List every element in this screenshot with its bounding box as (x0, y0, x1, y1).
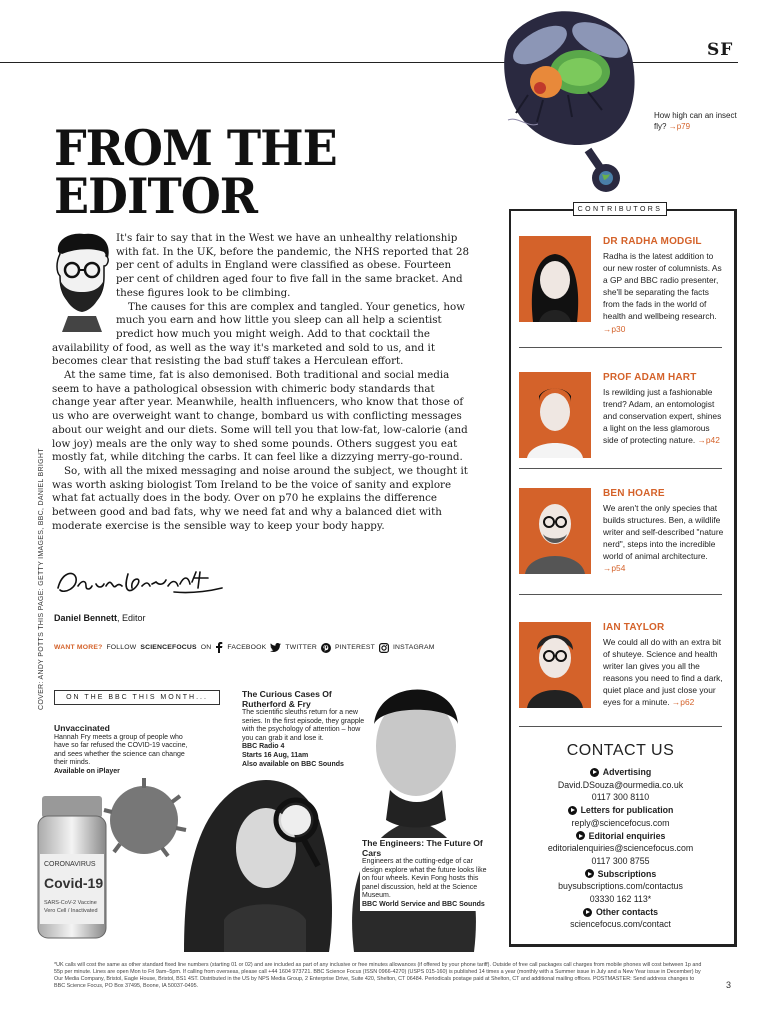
contact-title: CONTACT US (566, 742, 675, 759)
contributor-desc-text: We aren't the only species that builds structures. Ben, a wildlife writer and self-described "nature nerd", steps into the incredible world of animal architecture. (603, 503, 724, 562)
other-contacts-link[interactable]: sciencefocus.com/contact (570, 919, 671, 930)
contributor-divider (519, 594, 722, 595)
contact-heading (519, 804, 722, 817)
contributor-divider (519, 468, 722, 469)
letter-paragraph: So, with all the mixed messaging and noise around the subject, we thought it was worth asking biologist Tom Ireland to be the voice of sanity and explore what fat actually does in the body. Over on p70 he explains the difference between good and bad fats, why we need fat and why a balanced diet with moderate exercise is the sensible way to keep your body happy. (52, 464, 468, 532)
contributor-desc-text: Is rewilding just a fashionable trend? Adam, an entomologist and conservation expert, shines a light on the less glamorous side of protecting nature. (603, 387, 722, 446)
letter-paragraph: The causes for this are complex and tangled. Your genetics, how much you earn and how little you sleep can all help a scientist predict how much you might weigh. Add to that cocktail the availability of food, as well as the way it's marketed and sold to us, and it becomes clear that resisting the bad stuff takes a Herculean effort. (52, 300, 466, 368)
bbc-item-meta: Starts 16 Aug, 11am (242, 751, 309, 759)
letter-paragraph: At the same time, fat is also demonised. Both traditional and social media seem to have a pathological obsession with chimeric body standards that change year after year. Meanwhile, health influencers, who know that those of us who are overweight want to change, bombard us with conflicting messages about our weight and our diets. Some will tell you that low-fat, low-calorie (and low joy) meals are the only way to shed some pounds. Others suggest you eat mostly fat, while ditching the carbs. It can feel like a dizzying merry-go-round. (52, 369, 468, 464)
editorial-phone[interactable]: 0117 300 8755 (591, 855, 650, 866)
contact-heading-text: Other contacts (595, 906, 659, 917)
fly-caption (654, 110, 744, 132)
contact-heading-text: Subscriptions (597, 868, 657, 879)
instagram-link[interactable]: INSTAGRAM (392, 644, 435, 651)
contact-heading-text: Advertising (602, 767, 652, 777)
advertising-email[interactable]: David.DSouza@ourmedia.co.uk (557, 779, 684, 790)
fly-caption-text: How high can an insect fly? (654, 111, 737, 131)
contributor-photo (519, 236, 591, 322)
brand-handle: SCIENCEFOCUS (140, 644, 197, 651)
vial-label: CORONAVIRUS (44, 861, 96, 868)
contributor-photo (519, 622, 591, 708)
page-number: 3 (726, 980, 732, 990)
contributor-radha-modgil (519, 236, 727, 356)
editor-portrait (50, 232, 114, 332)
arrow-right-icon (583, 908, 592, 917)
twitter-link[interactable]: TWITTER (285, 644, 317, 651)
editor-letter (52, 232, 470, 533)
bbc-item-rutherford-fry (242, 690, 366, 769)
fly-illustration (488, 0, 648, 200)
contributor-divider (519, 347, 722, 348)
follow-label: FOLLOW (106, 644, 137, 651)
contributor-desc (603, 250, 727, 335)
editorial-email[interactable]: editorialenquiries@sciencefocus.com (547, 843, 694, 854)
bbc-section-tag: ON THE BBC THIS MONTH... (54, 690, 220, 705)
letter-paragraph: It's fair to say that in the West we have an unhealthy relationship with fat. In the UK, before the pandemic, the NHS reported that 28 per cent of adults in England were classified as obese. Fourteen per cent of children aged four to five fall in the same bracket. And these figures look to be climbing. (116, 232, 470, 299)
contributor-name: IAN TAYLOR (603, 622, 665, 633)
bbc-item-text: Hannah Fry meets a group of people who have so far refused the COVID-19 vaccine, and sees whether the science can change their minds. (54, 733, 188, 767)
contact-heading (519, 766, 722, 779)
section-mark: SF (707, 40, 734, 60)
letters-email[interactable]: reply@sciencefocus.com (571, 817, 670, 828)
contributor-photo (519, 488, 591, 574)
facebook-link[interactable]: FACEBOOK (227, 644, 267, 651)
arrow-right-icon (585, 869, 594, 878)
pinterest-icon[interactable] (321, 643, 331, 653)
bbc-item-meta: Also available on BBC Sounds (242, 760, 344, 768)
image-credit: COVER: ANDY POTTS THIS PAGE: GETTY IMAGES, BBC, DANIEL BRIGHT (38, 448, 45, 710)
editor-role: , Editor (117, 613, 146, 623)
bbc-item-text: Engineers at the cutting-edge of car design explore what the future looks like on four wheels. Kevin Fong hosts this panel discussion, held at the Science Museum. (362, 858, 487, 900)
on-label: ON (200, 644, 212, 651)
bbc-item-meta: BBC World Service and BBC Sounds (362, 900, 485, 908)
editor-byline (54, 613, 146, 623)
contributor-name: DR RADHA MODGIL (603, 236, 702, 247)
pinterest-link[interactable]: PINTEREST (334, 644, 375, 651)
contact-list (519, 766, 722, 931)
bbc-item-text: The scientific sleuths return for a new series. In the first episode, they grapple with the psychology of attention – how you can grab it and lose it. (242, 709, 365, 742)
subscriptions-phone[interactable]: 03330 162 113* (589, 894, 652, 905)
contact-heading (519, 906, 722, 919)
bbc-item-meta: Available on iPlayer (54, 767, 120, 775)
advertising-phone[interactable]: 0117 300 8110 (591, 792, 650, 803)
arrow-right-icon (568, 806, 577, 815)
vial-title: Covid-19 (44, 875, 104, 891)
bbc-item-title: Unvaccinated (54, 723, 110, 733)
contributor-ben-hoare (519, 488, 727, 608)
contributor-ian-taylor (519, 622, 727, 742)
bbc-item-unvaccinated (54, 724, 194, 776)
bbc-item-engineers (360, 838, 496, 911)
contributor-page-link[interactable]: →p42 (697, 435, 720, 446)
vial-subtitle-2: Vero Cell / Inactivated (44, 908, 98, 914)
contributor-name: PROF ADAM HART (603, 372, 697, 383)
contributor-desc (603, 502, 727, 575)
contributor-desc (603, 386, 727, 446)
contributor-photo (519, 372, 591, 458)
footnote: *UK calls will cost the same as other standard fixed line numbers (starting 01 or 02) and are included as part of any inclusive or free minutes allowances (if offered by your phone tariff). Outside of free call packages call charges from mobile phones will cost between 1p and 55p per minute. Lines are open Mon to Fri 9am–5pm. If calling from overseas, please call +44 1604 973721. BBC Science Focus (ISSN 0966-4270) (USPS 015-160) is published 14 times a year (monthly with a Summer issue in July and a New Year issue in December) by Our Media Company, Bristol, Eagle House, Bristol, BS1 4ST. Distributed in the US by NPS Media Group, 2 Enterprise Drive, Suite 420, Shelton, CT 06484. Periodicals postage paid at Shelton, CT and additional mailing offices. POSTMASTER: Send address changes to BBC Science Focus, PO Box 37495, Boone, IA 50037-0495. (54, 962, 702, 989)
contributors-tag: CONTRIBUTORS (573, 202, 667, 216)
subscriptions-link[interactable]: buysubscriptions.com/contactus (558, 881, 683, 892)
page-title: FROM THE EDITOR (54, 119, 337, 225)
bbc-item-title: The Engineers: The Future Of Cars (362, 838, 483, 858)
bbc-item-title: The Curious Cases Of Rutherford & Fry (242, 689, 332, 709)
arrow-right-icon (590, 768, 599, 777)
contributor-name: BEN HOARE (603, 488, 665, 499)
bbc-item-meta: BBC Radio 4 (242, 743, 285, 751)
contributor-adam-hart (519, 372, 727, 492)
contact-heading-text: Letters for publication (580, 805, 674, 816)
vial-subtitle: SARS-CoV-2 Vaccine (44, 900, 97, 906)
twitter-icon[interactable] (270, 643, 281, 652)
editor-signature (54, 564, 224, 600)
contributor-page-link[interactable]: →p62 (671, 697, 695, 708)
contact-heading (519, 830, 722, 843)
contributor-divider (519, 726, 722, 727)
arrow-right-icon (576, 831, 585, 840)
contributor-desc-text: We could all do with an extra bit of shuteye. Science and health writer Ian gives you all the reasons you need to find a dark, quiet place and just close your eyes for a minute. (603, 637, 723, 708)
contributor-desc-text: Radha is the latest addition to our new roster of columnists. As a GP and BBC radio presenter, she'll be separating the facts from the fads in the world of health and wellbeing research. (603, 251, 722, 322)
want-more-label: WANT MORE? (54, 644, 103, 651)
instagram-icon[interactable] (379, 643, 389, 653)
fly-page-link[interactable]: →p79 (668, 122, 691, 131)
contributor-page-link[interactable]: →p30 (603, 323, 626, 334)
contact-heading-text: Editorial enquiries (588, 830, 666, 841)
contributor-page-link[interactable]: →p54 (603, 563, 626, 574)
social-links (54, 642, 435, 653)
contributor-desc (603, 636, 727, 709)
editor-name: Daniel Bennett (54, 613, 118, 623)
contact-heading (519, 868, 722, 881)
facebook-icon[interactable] (215, 642, 223, 653)
